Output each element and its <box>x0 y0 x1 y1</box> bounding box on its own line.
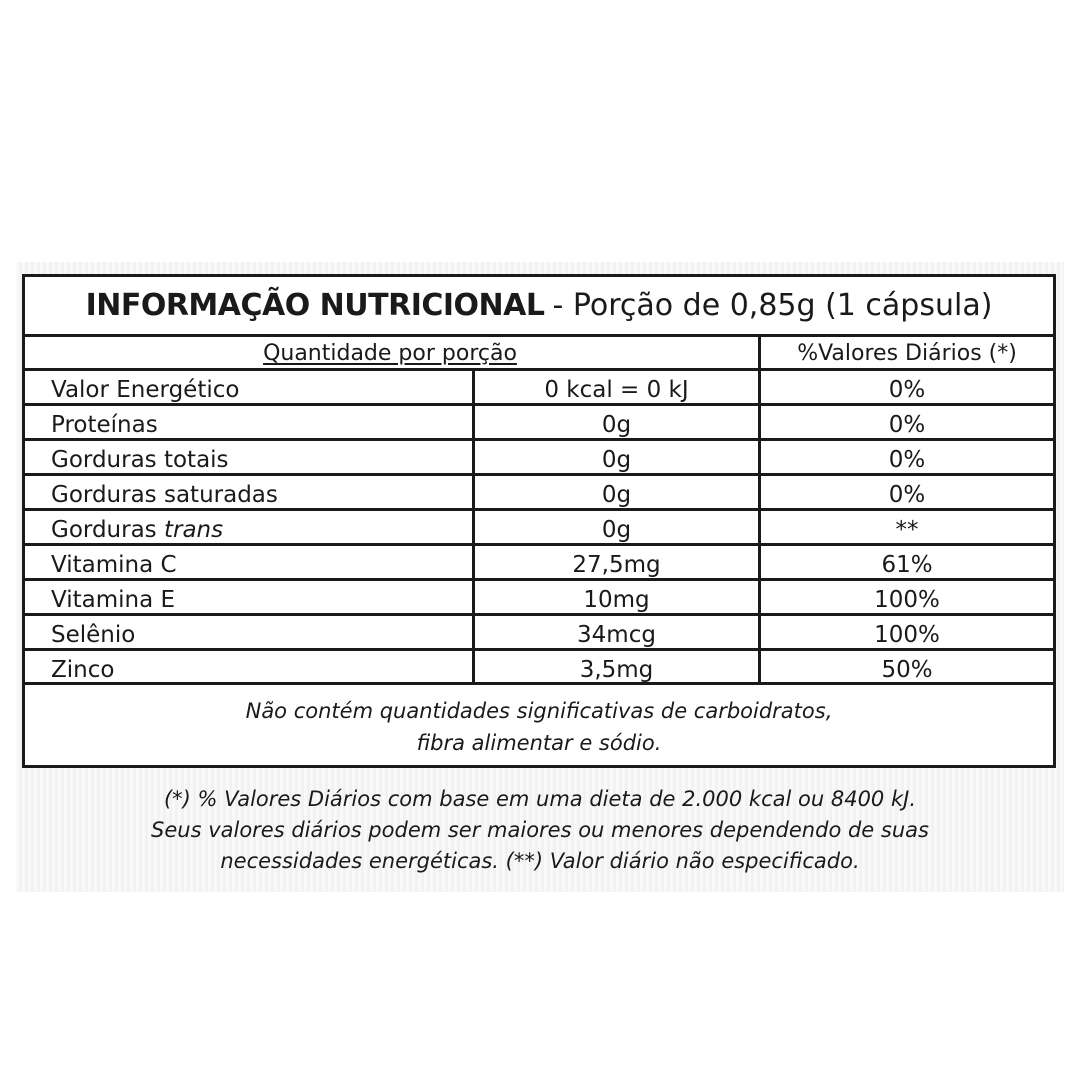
nutrient-daily-value: ** <box>758 511 1053 543</box>
nutrient-quantity: 3,5mg <box>472 651 758 682</box>
nutrient-daily-value: 0% <box>758 441 1053 473</box>
nutrient-name: Gorduras totais <box>51 447 229 473</box>
nutrient-quantity: 0g <box>472 476 758 508</box>
nutrient-quantity: 0g <box>472 406 758 438</box>
table-row <box>25 546 1053 581</box>
table-row <box>25 581 1053 616</box>
nutrient-quantity: 34mcg <box>472 616 758 648</box>
nutrient-name: Proteínas <box>51 412 158 438</box>
nutrient-name: Gorduras trans <box>51 517 224 543</box>
nutrient-daily-value: 100% <box>758 581 1053 613</box>
table-title <box>25 277 1053 337</box>
table-note <box>25 689 1053 765</box>
title-portion: - Porção de 0,85g (1 cápsula) <box>552 288 993 323</box>
nutrient-quantity: 0g <box>472 441 758 473</box>
nutrient-daily-value: 61% <box>758 546 1053 578</box>
footnote-line: (*) % Valores Diários com base em uma dieta de 2.000 kcal ou 8400 kJ. <box>163 787 916 811</box>
nutrient-daily-value: 0% <box>758 476 1053 508</box>
table-header-row <box>25 337 1053 371</box>
table-row <box>25 371 1053 406</box>
header-quantity-label: Quantidade por porção <box>263 341 517 366</box>
table-row <box>25 511 1053 546</box>
nutrient-name: Gorduras saturadas <box>51 482 278 508</box>
nutrient-quantity: 0 kcal = 0 kJ <box>472 371 758 403</box>
table-row <box>25 616 1053 651</box>
nutrient-quantity: 27,5mg <box>472 546 758 578</box>
nutrient-daily-value: 50% <box>758 651 1053 682</box>
nutrient-quantity: 10mg <box>472 581 758 613</box>
footnote <box>40 784 1040 877</box>
note-line: Não contém quantidades significativas de carboidratos, <box>245 699 833 723</box>
footnote-line: necessidades energéticas. (**) Valor diário não especificado. <box>220 849 860 873</box>
nutrient-daily-value: 100% <box>758 616 1053 648</box>
table-row <box>25 441 1053 476</box>
nutrient-name: Selênio <box>51 622 136 648</box>
note-line: fibra alimentar e sódio. <box>416 731 662 755</box>
nutrient-name: Vitamina C <box>51 552 177 578</box>
footnote-line: Seus valores diários podem ser maiores ou menores dependendo de suas <box>151 818 929 842</box>
table-body <box>25 371 1053 685</box>
nutrient-name: Vitamina E <box>51 587 176 613</box>
table-row <box>25 651 1053 685</box>
header-quantity <box>25 337 755 368</box>
table-row <box>25 476 1053 511</box>
nutrition-facts-table <box>22 274 1056 768</box>
header-daily-values: %Valores Diários (*) <box>758 337 1053 368</box>
nutrient-quantity: 0g <box>472 511 758 543</box>
table-row <box>25 406 1053 441</box>
nutrient-name: Zinco <box>51 657 115 683</box>
title-bold: INFORMAÇÃO NUTRICIONAL <box>85 288 545 323</box>
nutrient-name: Valor Energético <box>51 377 240 403</box>
nutrient-daily-value: 0% <box>758 371 1053 403</box>
nutrient-daily-value: 0% <box>758 406 1053 438</box>
